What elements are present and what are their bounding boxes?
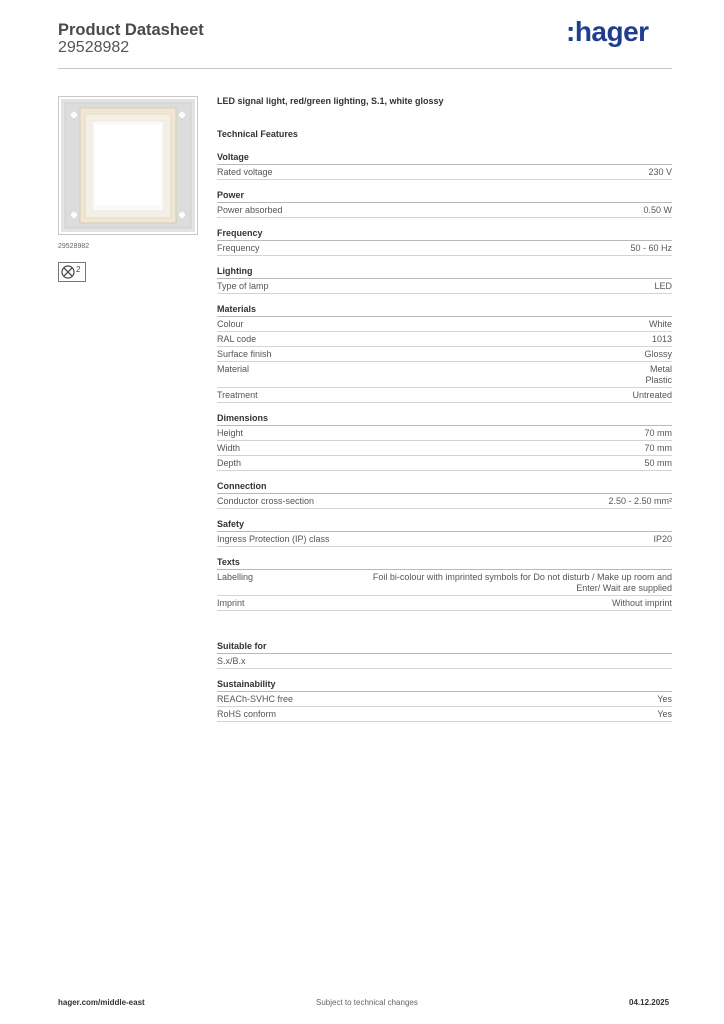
spec-value: 230 V xyxy=(648,167,672,177)
spec-row xyxy=(217,456,672,471)
spec-value: White xyxy=(648,319,672,329)
spec-label: S.x/B.x xyxy=(217,656,246,666)
spec-label: Type of lamp xyxy=(217,281,269,291)
section-title: Sustainability xyxy=(217,678,672,692)
spec-label: REACh-SVHC free xyxy=(217,694,294,704)
product-number: 29528982 xyxy=(58,39,130,56)
spec-row xyxy=(217,279,672,294)
spec-row xyxy=(217,654,672,669)
spec-section xyxy=(217,303,672,403)
spec-value: Yes xyxy=(657,709,672,719)
spec-row xyxy=(217,347,672,362)
spec-section xyxy=(217,265,672,294)
spec-label: Ingress Protection (IP) class xyxy=(217,534,330,544)
spec-section xyxy=(217,412,672,471)
spec-label: Width xyxy=(217,443,241,453)
product-illustration xyxy=(59,97,197,234)
spec-value: 70 mm xyxy=(644,428,672,438)
spec-row xyxy=(217,388,672,403)
spec-label: Treatment xyxy=(217,390,258,400)
spec-label: Imprint xyxy=(217,598,245,608)
spec-row xyxy=(217,494,672,509)
spec-value: 70 mm xyxy=(644,443,672,453)
spec-row xyxy=(217,165,672,180)
section-title: Texts xyxy=(217,556,672,570)
spec-value: Foil bi-colour with imprinted symbols for Do not disturb / Make up room and Enter/ Wait are supplied xyxy=(372,572,672,593)
spec-label: Labelling xyxy=(217,572,254,582)
spec-label: Conductor cross-section xyxy=(217,496,315,506)
spec-section xyxy=(217,151,672,180)
spec-section xyxy=(217,227,672,256)
spec-label: Colour xyxy=(217,319,244,329)
spec-row xyxy=(217,203,672,218)
spec-section xyxy=(217,640,672,669)
product-image xyxy=(58,96,198,235)
page-title: Product Datasheet xyxy=(58,21,204,39)
spec-label: RoHS conform xyxy=(217,709,277,719)
spec-row xyxy=(217,570,672,596)
section-title: Suitable for xyxy=(217,640,672,654)
spec-label: Material xyxy=(217,364,250,374)
spec-section xyxy=(217,480,672,509)
spec-label: RAL code xyxy=(217,334,257,344)
spec-row xyxy=(217,332,672,347)
header-divider xyxy=(58,68,672,69)
spec-value: 50 mm xyxy=(644,458,672,468)
spec-sections xyxy=(217,151,672,722)
spec-row xyxy=(217,532,672,547)
product-description: LED signal light, red/green lighting, S.1, white glossy xyxy=(217,96,444,106)
spec-value: IP20 xyxy=(653,534,672,544)
spec-row xyxy=(217,441,672,456)
section-title: Dimensions xyxy=(217,412,672,426)
spec-value: Yes xyxy=(657,694,672,704)
technical-features-heading: Technical Features xyxy=(217,129,298,139)
datasheet-content xyxy=(217,96,672,731)
section-title: Frequency xyxy=(217,227,672,241)
image-caption: 29528982 xyxy=(58,243,90,250)
spec-row xyxy=(217,241,672,256)
spec-value: LED xyxy=(654,281,672,291)
spec-value: 50 - 60 Hz xyxy=(630,243,672,253)
brand-logo: :hager xyxy=(566,16,649,47)
spec-section xyxy=(217,678,672,722)
spec-label: Rated voltage xyxy=(217,167,273,177)
spec-row xyxy=(217,362,672,388)
section-title: Lighting xyxy=(217,265,672,279)
section-title: Connection xyxy=(217,480,672,494)
footer-note: Subject to technical changes xyxy=(316,998,418,1007)
spec-label: Depth xyxy=(217,458,242,468)
section-title: Materials xyxy=(217,303,672,317)
spec-row xyxy=(217,426,672,441)
spec-value: Untreated xyxy=(632,390,672,400)
section-title: Safety xyxy=(217,518,672,532)
spec-section xyxy=(217,556,672,611)
spec-section xyxy=(217,518,672,547)
spec-row xyxy=(217,317,672,332)
section-gap xyxy=(217,620,672,640)
spec-value: Glossy xyxy=(644,349,672,359)
section-title: Power xyxy=(217,189,672,203)
spec-row xyxy=(217,596,672,611)
spec-section xyxy=(217,189,672,218)
spec-label: Surface finish xyxy=(217,349,272,359)
spec-row xyxy=(217,707,672,722)
spec-label: Height xyxy=(217,428,244,438)
spec-value: 1013 xyxy=(651,334,672,344)
spec-row xyxy=(217,692,672,707)
section-title: Voltage xyxy=(217,151,672,165)
footer-date: 04.12.2025 xyxy=(629,998,670,1007)
spec-value: 2.50 - 2.50 mm² xyxy=(608,496,672,506)
spec-value: Metal Plastic xyxy=(645,364,672,385)
lamp-symbol-icon xyxy=(58,262,86,282)
lamp-symbol-sup: 2 xyxy=(76,265,81,274)
spec-label: Power absorbed xyxy=(217,205,283,215)
footer-website: hager.com/middle-east xyxy=(58,998,145,1007)
spec-label: Frequency xyxy=(217,243,260,253)
spec-value: 0.50 W xyxy=(643,205,672,215)
spec-value: Without imprint xyxy=(611,598,672,608)
